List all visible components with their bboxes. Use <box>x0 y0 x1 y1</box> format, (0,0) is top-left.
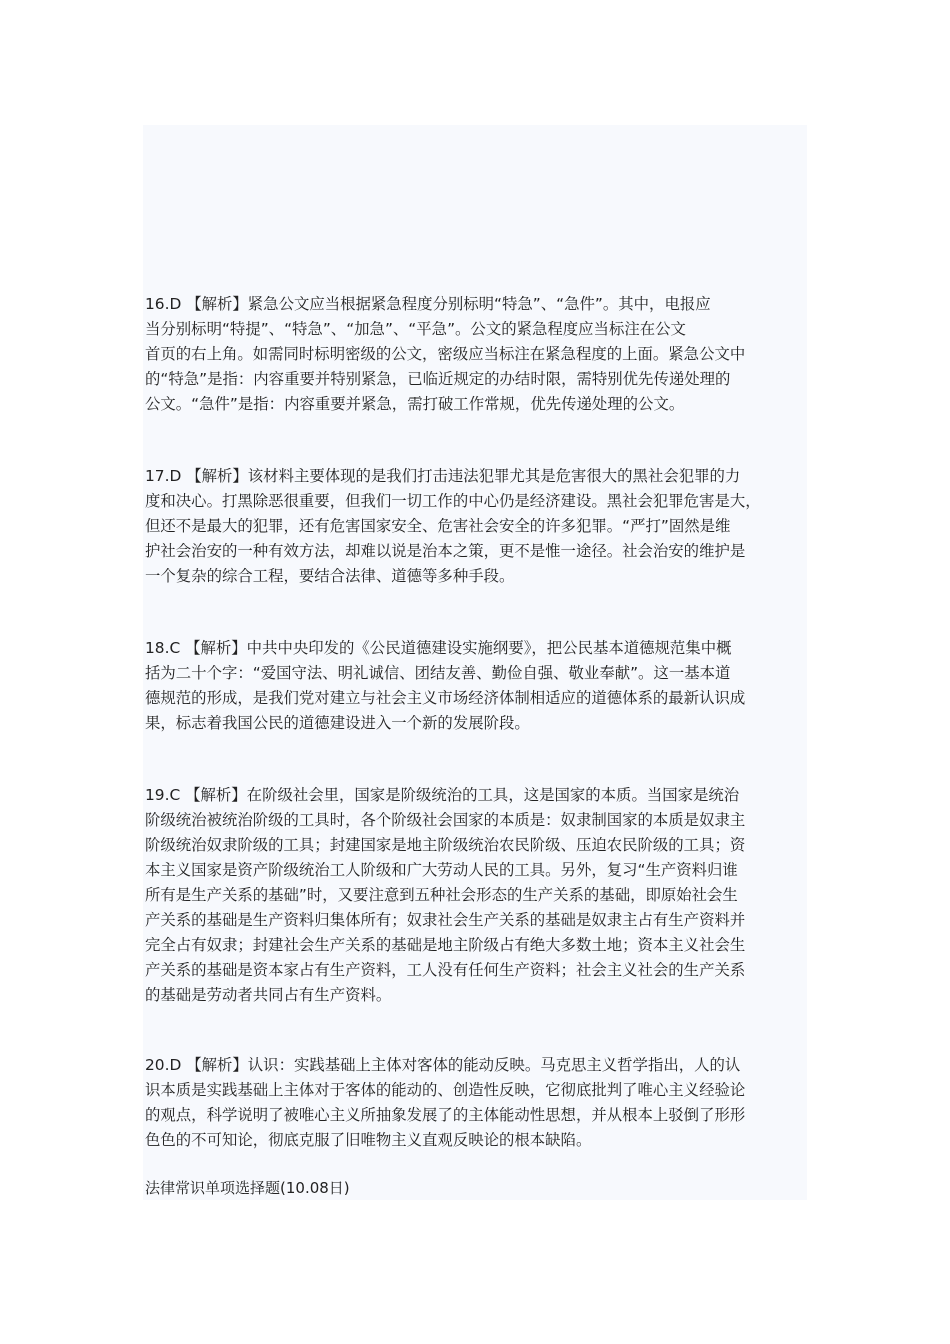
text-line: 识本质是实践基础上主体对于客体的能动的、创造性反映，它彻底批判了唯心主义经验论 <box>145 1081 746 1099</box>
text-line: 首页的右上角。如需同时标明密级的公文，密级应当标注在紧急程度的上面。紧急公文中 <box>145 345 746 363</box>
text-line: 但还不是最大的犯罪，还有危害国家安全、危害社会安全的许多犯罪。“严打”固然是维 <box>145 517 731 535</box>
text-line: 度和决心。打黑除恶很重要，但我们一切工作的中心仍是经济建设。黑社会犯罪危害是大， <box>145 492 761 510</box>
text-line: 德规范的形成，是我们党对建立与社会主义市场经济体制相适应的道德体系的最新认识成 <box>145 689 746 707</box>
text-line: 阶级统治奴隶阶级的工具；封建国家是地主阶级统治农民阶级、压迫农民阶级的工具；资 <box>145 836 746 854</box>
answer-explanation-19 <box>145 783 809 1008</box>
text-line: 20.D 【解析】认识：实践基础上主体对客体的能动反映。马克思主义哲学指出，人的认 <box>145 1056 741 1074</box>
text-line: 所有是生产关系的基础”时，又要注意到五种社会形态的生产关系的基础，即原始社会生 <box>145 886 738 904</box>
text-line: 公文。“急件”是指：内容重要并紧急，需打破工作常规，优先传递处理的公文。 <box>145 395 685 413</box>
text-line: 产关系的基础是资本家占有生产资料，工人没有任何生产资料；社会主义社会的生产关系 <box>145 961 746 979</box>
section-heading: 法律常识单项选择题(10.08日) <box>145 1179 350 1197</box>
text-line: 括为二十个字：“爱国守法、明礼诚信、团结友善、勤俭自强、敬业奉献”。这一基本道 <box>145 664 731 682</box>
text-line: 阶级统治被统治阶级的工具时，各个阶级社会国家的本质是：奴隶制国家的本质是奴隶主 <box>145 811 746 829</box>
answer-explanation-17 <box>145 464 809 589</box>
text-line: 护社会治安的一种有效方法，却难以说是治本之策，更不是惟一途径。社会治安的维护是 <box>145 542 746 560</box>
text-line: 19.C 【解析】在阶级社会里，国家是阶级统治的工具，这是国家的本质。当国家是统治 <box>145 786 740 804</box>
answer-explanation-20 <box>145 1053 809 1153</box>
text-line: 产关系的基础是生产资料归集体所有；奴隶社会生产关系的基础是奴隶主占有生产资料并 <box>145 911 746 929</box>
text-line: 本主义国家是资产阶级统治工人阶级和广大劳动人民的工具。另外，复习“生产资料归谁 <box>145 861 738 879</box>
text-line: 果，标志着我国公民的道德建设进入一个新的发展阶段。 <box>145 714 530 732</box>
text-line: 当分别标明“特提”、“特急”、“加急”、“平急”。公文的紧急程度应当标注在公文 <box>145 320 686 338</box>
text-line: 的“特急”是指：内容重要并特别紧急，已临近规定的办结时限，需特别优先传递处理的 <box>145 370 731 388</box>
text-line: 18.C 【解析】中共中央印发的《公民道德建设实施纲要》，把公民基本道德规范集中概 <box>145 639 732 657</box>
text-line: 17.D 【解析】该材料主要体现的是我们打击违法犯罪尤其是危害很大的黑社会犯罪的力 <box>145 467 741 485</box>
text-line: 完全占有奴隶；封建社会生产关系的基础是地主阶级占有绝大多数土地；资本主义社会生 <box>145 936 746 954</box>
text-line: 色色的不可知论，彻底克服了旧唯物主义直观反映论的根本缺陷。 <box>145 1131 592 1149</box>
text-line: 的基础是劳动者共同占有生产资料。 <box>145 986 392 1004</box>
text-line: 一个复杂的综合工程，要结合法律、道德等多种手段。 <box>145 567 515 585</box>
text-line: 16.D 【解析】紧急公文应当根据紧急程度分别标明“特急”、“急件”。其中，电报应 <box>145 295 711 313</box>
text-line: 的观点，科学说明了被唯心主义所抽象发展了的主体能动性思想，并从根本上驳倒了形形 <box>145 1106 746 1124</box>
answer-explanation-16 <box>145 292 809 417</box>
answer-explanation-18 <box>145 636 809 736</box>
